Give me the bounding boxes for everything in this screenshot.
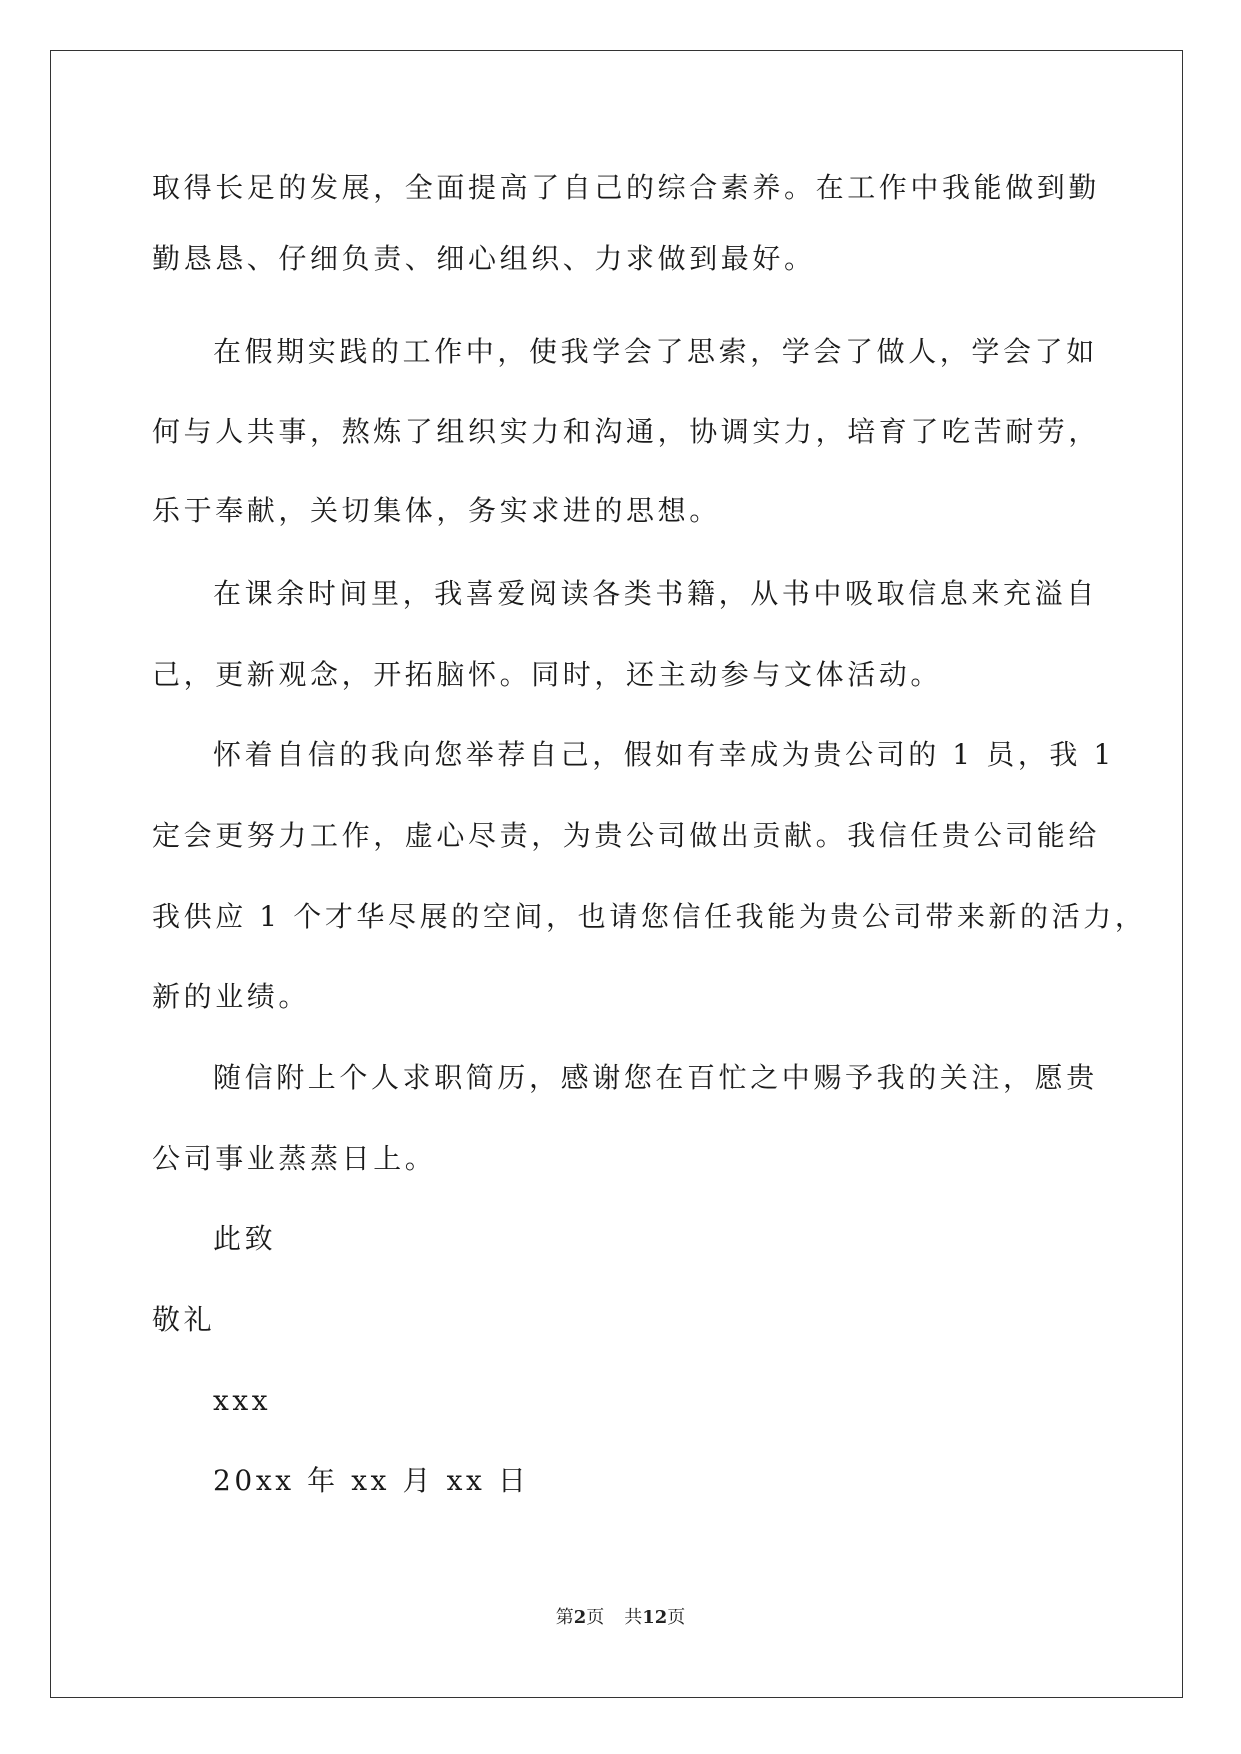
paragraph-4-line-4: 新的业绩。 <box>152 980 311 1013</box>
paragraph-1-line-1: 取得长足的发展，全面提高了自己的综合素养。在工作中我能做到勤 <box>152 171 1101 204</box>
paragraph-2-line-1: 在假期实践的工作中，使我学会了思索，学会了做人，学会了如 <box>213 335 1098 368</box>
page-suffix: 页 <box>586 1607 605 1628</box>
paragraph-4-line-1: 怀着自信的我向您举荐自己，假如有幸成为贵公司的 1 员，我 1 <box>213 738 1115 771</box>
paragraph-2-line-2: 何与人共事，熬炼了组织实力和沟通，协调实力，培育了吃苦耐劳， <box>152 415 1101 448</box>
page-border <box>50 50 1183 1698</box>
signature: xxx <box>213 1384 272 1417</box>
page-number: 2 <box>573 1607 587 1628</box>
paragraph-5-line-1: 随信附上个人求职简历，感谢您在百忙之中赐予我的关注，愿贵 <box>213 1061 1098 1094</box>
paragraph-3-line-2: 己，更新观念，开拓脑怀。同时，还主动参与文体活动。 <box>152 658 943 691</box>
letter-date: 20xx 年 xx 月 xx 日 <box>213 1464 530 1497</box>
closing-salutation: 此致 <box>213 1222 277 1255</box>
paragraph-3-line-1: 在课余时间里，我喜爱阅读各类书籍，从书中吸取信息来充溢自 <box>213 577 1098 610</box>
page-footer <box>0 1606 1241 1630</box>
page-prefix: 第 <box>555 1607 574 1628</box>
total-pages: 12 <box>642 1607 668 1628</box>
paragraph-5-line-2: 公司事业蒸蒸日上。 <box>152 1142 437 1175</box>
paragraph-4-line-3: 我供应 1 个才华尽展的空间，也请您信任我能为贵公司带来新的活力， <box>152 900 1147 933</box>
paragraph-1-line-2: 勤恳恳、仔细负责、细心组织、力求做到最好。 <box>152 242 816 275</box>
closing-regards: 敬礼 <box>152 1303 216 1336</box>
paragraph-4-line-2: 定会更努力工作，虚心尽责，为贵公司做出贡献。我信任贵公司能给 <box>152 819 1101 852</box>
total-suffix: 页 <box>667 1607 686 1628</box>
total-prefix: 共 <box>624 1607 643 1628</box>
paragraph-2-line-3: 乐于奉献，关切集体，务实求进的思想。 <box>152 494 721 527</box>
